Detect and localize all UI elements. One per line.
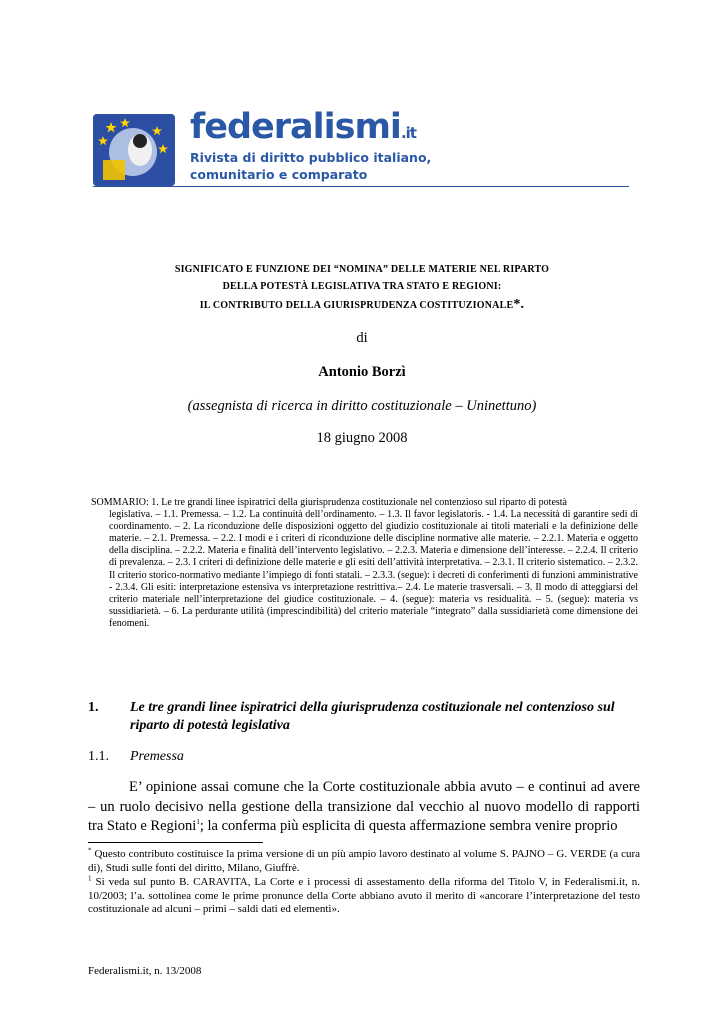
footnote-star-text: Questo contributo costituisce la prima versione di un più ampio lavoro destinato al volume S. PAJNO – G. VERDE (a cura di), Studi sulle fonti del diritto, Milano, Giuffrè.	[88, 848, 640, 874]
logo-name: federalismi	[190, 107, 401, 147]
section-title: Le tre grandi linee ispiratrici della giurisprudenza costituzionale nel contenzioso sul riparto di potestà legislativa	[130, 700, 615, 733]
logo-subtitle-line1: Rivista di diritto pubblico italiano,	[190, 150, 432, 165]
title-line-3-text: IL CONTRIBUTO DELLA GIURISPRUDENZA COSTITUZIONALE	[199, 300, 514, 311]
summary-label: SOMMARIO	[91, 497, 147, 508]
footnote-star	[88, 848, 640, 875]
masthead-divider	[93, 186, 629, 187]
subsection-number: 1.1.	[88, 749, 109, 764]
body-text-a: E’ opinione assai comune che la Corte costituzionale abbia avuto – e continui ad avere – un ruolo decisivo nella gestione della transizione dal vecchio al nuovo modello di rapporti tra Stato e Regioni	[88, 779, 640, 835]
logo-tld: .it	[400, 124, 416, 142]
footnote-1	[88, 876, 640, 917]
byline-di: di	[356, 330, 368, 346]
footnote-divider	[88, 842, 263, 843]
body-text-b: ; la conferma più esplicita di questa affermazione sembra venire proprio	[199, 818, 618, 835]
publication-date: 18 giugno 2008	[316, 430, 408, 446]
title-footnote-mark: *.	[513, 297, 525, 312]
footnote-1-text: Si veda sul punto B. CARAVITA, La Corte e i processi di assestamento della riforma del Titolo V, in Federalismi.it, n. 10/2003; l’a. sottolinea come le prime pronunce della Corte abbiano avuto il merito di «ancorare l’interpretazione del testo costituzionale ad alcuni – primi – saldi dati ed elementi».	[88, 876, 640, 915]
masthead-logo	[93, 107, 613, 192]
author-affiliation: (assegnista di ricerca in diritto costituzionale – Uninettuno)	[187, 398, 537, 414]
subsection-title: Premessa	[130, 749, 184, 764]
footnote-ref-1: 1	[196, 818, 200, 827]
author-name: Antonio Borzì	[318, 364, 406, 380]
summary-block	[91, 497, 638, 630]
body-paragraph	[88, 778, 640, 837]
summary-text: legislativa. – 1.1. Premessa. – 1.2. La continuità dell’ordinamento. – 1.3. Il favor legislatoris. - 1.4. La necessità di garantire sedi di coordinamento. – 2. La riconduzione delle disposizioni oggetto del giudizio costituzionale ai titoli materiali e la definizione delle materie. – 2.1. Premessa. – 2.2. I modi e i criteri di riconduzione delle discipline normative alle materie. – 2.2.1. Materia e oggetto della disciplina. – 2.2.2. Materia e finalità dell’intervento legislativo. – 2.2.3. Materia e dimensione dell’interesse. – 2.2.4. Il criterio di prevalenza. – 2.3. I criteri di definizione delle materie e gli esiti dell’attività interpretativa. – 2.3.1. Il criterio sistematico. – 2.3.2. Il criterio storico-normativo mediante l’impiego di fonti statali. – 2.3.3. (segue): i decreti di conferimenti di funzioni amministrative - 2.3.4. Gli esiti: interpretazione estensiva vs interpretazione restrittiva.– 2.4. Le materie trasversali. – 3. Il modo di atteggiarsi del criterio materiale nell’interpretazione del giudice costituzionale. – 4. (segue): materia vs residualità. – 5. (segue): materia vs sussidiarietà. – 6. La perdurante utilità (imprescindibilità) del criterio materiale “integrato” dalla sussidiarietà come dimensione dei fenomeni.	[109, 509, 638, 629]
title-line-2: DELLA POTESTÀ LEGISLATIVA TRA STATO E REGIONI:	[222, 281, 502, 292]
logo-subtitle-line2: comunitario e comparato	[190, 167, 368, 182]
logo-emblem	[93, 114, 175, 186]
eu-stars-icon	[93, 114, 175, 186]
footnote-1-mark: 1	[88, 874, 92, 883]
title-line-3	[0, 297, 724, 313]
summary-first-line	[91, 497, 638, 509]
summary-first-text: : 1. Le tre grandi linee ispiratrici della giurisprudenza costituzionale nel contenzioso sul riparto di potestà	[146, 497, 567, 508]
footnote-star-mark: *	[88, 846, 92, 855]
section-number: 1.	[88, 700, 99, 715]
page-footer: Federalismi.it, n. 13/2008	[88, 965, 202, 977]
title-line-1: SIGNIFICATO E FUNZIONE DEI “NOMINA” DELLE MATERIE NEL RIPARTO	[174, 264, 550, 275]
logo-wordmark	[190, 107, 416, 147]
